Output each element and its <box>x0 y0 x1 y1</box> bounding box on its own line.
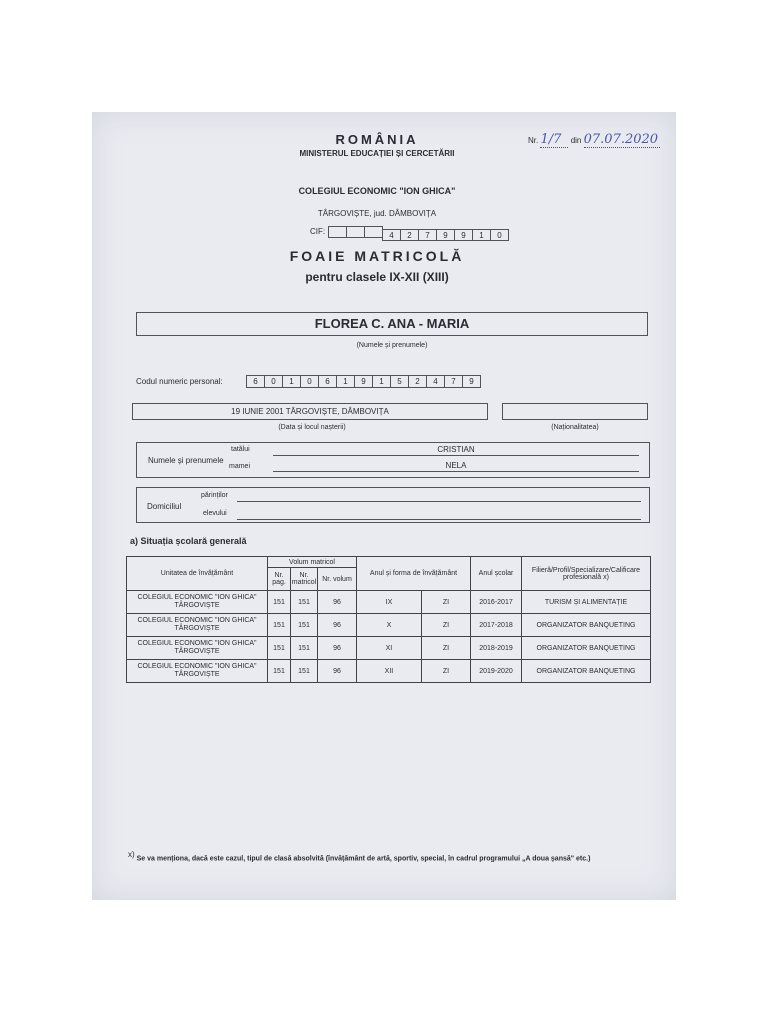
cell-unit-city: TÂRGOVIȘTE <box>174 625 220 632</box>
cell-clasa: XI <box>357 637 422 660</box>
col-nr-pag: Nr. pag. <box>268 568 291 591</box>
cif-digit <box>346 226 365 238</box>
cell-forma: ZI <box>421 660 470 683</box>
cell-unit-city: TÂRGOVIȘTE <box>174 671 220 678</box>
cell-unit-name: COLEGIUL ECONOMIC "ION GHICA" <box>137 594 257 601</box>
cnp-digit: 0 <box>264 375 283 388</box>
cell-clasa: IX <box>357 591 422 614</box>
cnp-digit: 7 <box>444 375 463 388</box>
table-row <box>127 591 651 614</box>
cnp-boxes <box>246 375 480 388</box>
cell-matricol: 151 <box>291 637 318 660</box>
school-location: TÂRGOVIȘTE, jud. DÂMBOVIȚA <box>317 209 437 218</box>
cif-digit: 0 <box>490 229 509 241</box>
domicile-student-value <box>237 509 641 520</box>
situation-heading: a) Situația școlară generală <box>130 536 247 546</box>
col-specialization <box>522 557 651 591</box>
document-title: FOAIE MATRICOLĂ <box>289 248 465 264</box>
nr-label: Nr. <box>528 136 539 145</box>
student-name-field: FLOREA C. ANA - MARIA <box>136 312 648 336</box>
mother-name: NELA <box>273 461 639 472</box>
cell-unit <box>127 637 268 660</box>
cell-clasa: XII <box>357 660 422 683</box>
cif-digit: 2 <box>400 229 419 241</box>
document-subtitle: pentru clasele IX-XII (XIII) <box>305 270 449 284</box>
cnp-digit: 1 <box>372 375 391 388</box>
domicile-section <box>136 487 650 523</box>
document-sheet <box>92 112 676 900</box>
col-nr-matricol: Nr. matricol <box>291 568 318 591</box>
cell-spec: ORGANIZATOR BANQUETING <box>522 614 651 637</box>
cnp-digit: 2 <box>408 375 427 388</box>
domicile-student-label: elevului <box>203 510 227 517</box>
table-row <box>127 660 651 683</box>
cnp-label: Codul numeric personal: <box>136 377 223 386</box>
cnp-digit: 1 <box>336 375 355 388</box>
cell-volum: 96 <box>318 637 357 660</box>
cnp-digit: 6 <box>318 375 337 388</box>
domicile-label: Domiciliul <box>147 502 182 511</box>
cnp-digit: 0 <box>300 375 319 388</box>
cell-matricol: 151 <box>291 660 318 683</box>
country-title: ROMÂNIA <box>335 132 419 147</box>
cif-boxes <box>328 226 508 238</box>
cell-pag: 151 <box>268 614 291 637</box>
cell-an: 2016-2017 <box>471 591 522 614</box>
birth-caption: (Data și locul nașterii) <box>278 424 346 431</box>
col-year-form: Anul și forma de învățământ <box>357 557 471 591</box>
document-number-block <box>528 132 668 148</box>
cnp-digit: 4 <box>426 375 445 388</box>
cell-an: 2018-2019 <box>471 637 522 660</box>
cif-digit <box>364 226 383 238</box>
cnp-digit: 9 <box>462 375 481 388</box>
cif-digit <box>328 226 347 238</box>
cell-unit-name: COLEGIUL ECONOMIC "ION GHICA" <box>137 663 257 670</box>
cif-label: CIF: <box>310 227 326 236</box>
cnp-digit: 5 <box>390 375 409 388</box>
cell-unit <box>127 660 268 683</box>
cell-spec: TURISM ȘI ALIMENTAȚIE <box>522 591 651 614</box>
situation-table <box>126 556 651 683</box>
col-specialization-mark: x) <box>603 573 609 581</box>
birth-field: 19 IUNIE 2001 TÂRGOVIȘTE, DÂMBOVIȚA <box>132 403 488 420</box>
cell-clasa: X <box>357 614 422 637</box>
cell-forma: ZI <box>421 637 470 660</box>
cell-forma: ZI <box>421 591 470 614</box>
din-label: din <box>570 136 582 145</box>
cell-unit-name: COLEGIUL ECONOMIC "ION GHICA" <box>137 617 257 624</box>
cell-matricol: 151 <box>291 591 318 614</box>
mother-label: mamei <box>229 463 251 470</box>
cell-unit-name: COLEGIUL ECONOMIC "ION GHICA" <box>137 640 257 647</box>
father-label: tatălui <box>231 446 250 453</box>
cif-digit: 9 <box>436 229 455 241</box>
cell-volum: 96 <box>318 591 357 614</box>
cell-spec: ORGANIZATOR BANQUETING <box>522 637 651 660</box>
col-specialization-label: Filieră/Profil/Specializare/Calificare profesională <box>531 566 641 581</box>
cell-matricol: 151 <box>291 614 318 637</box>
cif-digit: 4 <box>382 229 401 241</box>
nationality-field <box>502 403 648 420</box>
parents-section <box>136 442 650 478</box>
cell-volum: 96 <box>318 614 357 637</box>
footnote-mark: x) <box>128 850 135 859</box>
cif-digit: 9 <box>454 229 473 241</box>
footnote-text: Se va menționa, dacă este cazul, tipul de clasă absolvită (învățământ de artă, sportiv, special, în cadrul programului „A doua șansă" etc.) <box>136 855 591 863</box>
col-school-year: Anul școlar <box>471 557 522 591</box>
cell-volum: 96 <box>318 660 357 683</box>
cnp-digit: 1 <box>282 375 301 388</box>
col-nr-volum: Nr. volum <box>318 568 357 591</box>
cell-pag: 151 <box>268 660 291 683</box>
cnp-digit: 6 <box>246 375 265 388</box>
cell-unit <box>127 591 268 614</box>
cell-unit-city: TÂRGOVIȘTE <box>174 648 220 655</box>
cell-an: 2019-2020 <box>471 660 522 683</box>
cell-unit-city: TÂRGOVIȘTE <box>174 602 220 609</box>
cif-digit: 7 <box>418 229 437 241</box>
father-name: CRISTIAN <box>273 445 639 456</box>
col-volume: Volum matricol <box>268 557 357 568</box>
nationality-caption: (Naționalitatea) <box>551 424 599 431</box>
table-row <box>127 614 651 637</box>
nr-value: 1/7 <box>540 132 568 148</box>
cnp-digit: 9 <box>354 375 373 388</box>
cell-an: 2017-2018 <box>471 614 522 637</box>
cell-spec: ORGANIZATOR BANQUETING <box>522 660 651 683</box>
table-row <box>127 637 651 660</box>
cell-pag: 151 <box>268 591 291 614</box>
col-unit: Unitatea de învățământ <box>127 557 268 591</box>
ministry-name: MINISTERUL EDUCAȚIEI ȘI CERCETĂRII <box>299 149 455 158</box>
cif-digit: 1 <box>472 229 491 241</box>
school-name: COLEGIUL ECONOMIC "ION GHICA" <box>298 186 456 196</box>
footnote <box>128 850 668 862</box>
cell-forma: ZI <box>421 614 470 637</box>
cell-pag: 151 <box>268 637 291 660</box>
date-value: 07.07.2020 <box>583 132 659 147</box>
cell-unit <box>127 614 268 637</box>
domicile-parents-value <box>237 491 641 502</box>
student-name-caption: (Numele și prenumele) <box>356 342 428 349</box>
domicile-parents-label: părinților <box>201 492 228 499</box>
parents-label: Numele și prenumele <box>148 456 224 465</box>
